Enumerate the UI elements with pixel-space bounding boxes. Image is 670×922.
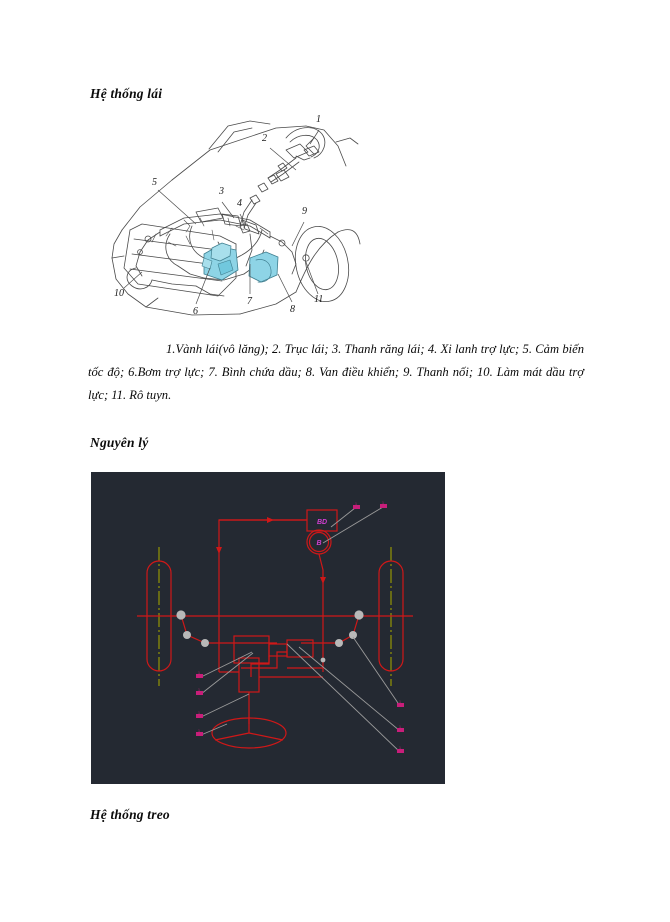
tick-label-6: 1	[399, 700, 401, 704]
tick-label-0: 1	[355, 502, 357, 506]
tick-label-3: 1	[198, 688, 200, 692]
callout-number-4: 4	[237, 198, 242, 209]
tick-label-1: 1	[382, 501, 384, 505]
tick-label-2: 1	[198, 671, 200, 675]
callout-number-7: 7	[247, 296, 252, 307]
figure-steering-system-diagram	[100, 108, 362, 320]
tick-label-4: 1	[198, 711, 200, 715]
callout-number-6: 6	[193, 306, 198, 317]
callout-number-10: 10	[114, 288, 124, 299]
section-heading-principle: Nguyên lý	[90, 435, 149, 450]
callout-number-5: 5	[152, 177, 157, 188]
tick-label-7: 1	[399, 725, 401, 729]
highlighted-components	[202, 243, 278, 282]
callout-number-3: 3	[219, 186, 224, 197]
callout-number-8: 8	[290, 304, 295, 315]
reservoir-label: BD	[316, 519, 328, 526]
callout-numbers	[114, 114, 323, 317]
section-heading-suspension: Hệ thống treo	[90, 807, 170, 822]
figure-steering-principle-cad	[91, 472, 445, 784]
callout-number-1: 1	[316, 114, 321, 125]
callout-number-9: 9	[302, 206, 307, 217]
steering-wheel-and-column	[240, 128, 325, 233]
callout-number-2: 2	[262, 133, 267, 144]
tick-label-8: 1	[399, 746, 401, 750]
pump-label: B	[316, 540, 322, 547]
callout-number-11: 11	[314, 294, 324, 305]
tick-label-5: 1	[198, 729, 200, 733]
page-title-steering-system: Hệ thống lái	[90, 86, 163, 101]
figure-caption: 1.Vành lái(vô lăng); 2. Trục lái; 3. Thanh răng lái; 4. Xi lanh trợ lực; 5. Cảm biến tốc độ; 6.Bơm trợ lực; 7. Bình chứa dầu; 8. Van điều khiển; 9. Thanh nối; 10. Làm mát dầu trợ lực; 11. Rô tuyn.	[88, 342, 584, 402]
